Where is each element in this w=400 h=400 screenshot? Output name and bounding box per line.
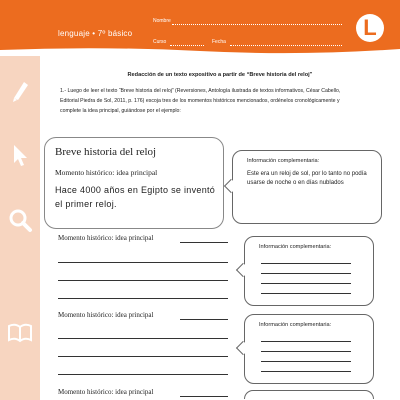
example-info-title: Información complementaria:: [247, 158, 320, 164]
block-2-info-line[interactable]: [261, 341, 351, 342]
block-3-label: Momento histórico: idea principal: [58, 388, 154, 396]
sidebar: [0, 56, 40, 400]
worksheet-title: Redacción de un texto expositivo a partir de “Breve historia del reloj”: [127, 72, 313, 78]
example-info-text: Este era un reloj de sol, por lo tanto no podía usarse de noche o en días nublados: [247, 171, 367, 186]
grade-label: 7º básico: [97, 29, 133, 38]
block-1-info-line[interactable]: [261, 263, 351, 264]
cursor-arrow-icon: [6, 141, 34, 169]
subject-name: lenguaje: [58, 29, 90, 38]
page-header: [0, 0, 400, 56]
bubble-tail: [236, 263, 250, 277]
date-field-line[interactable]: [230, 45, 342, 46]
pen-icon: [6, 76, 34, 104]
course-field-label: Curso: [153, 39, 167, 45]
example-text: Hace 4000 años en Egipto se inventó el primer reloj.: [55, 185, 216, 209]
block-1-label-line[interactable]: [180, 242, 228, 243]
block-2-answer-line[interactable]: [58, 356, 228, 357]
block-1-info-line[interactable]: [261, 273, 351, 274]
block-1-label: Momento histórico: idea principal: [58, 234, 154, 242]
block-2-info-bubble: [244, 314, 374, 384]
subject-separator: •: [92, 29, 96, 38]
block-2-label: Momento histórico: idea principal: [58, 311, 154, 319]
magnifier-icon: [6, 206, 34, 234]
block-1-info-line[interactable]: [261, 283, 351, 284]
block-1-answer-line[interactable]: [58, 280, 228, 281]
block-3-info-bubble: [244, 390, 374, 399]
date-field-label: Fecha: [212, 39, 226, 45]
subject-label: [58, 29, 132, 38]
example-card: [44, 137, 224, 229]
block-2-answer-line[interactable]: [58, 338, 228, 339]
open-book-icon: [6, 318, 34, 346]
example-info-bubble: [232, 150, 382, 224]
block-2-answer-line[interactable]: [58, 374, 228, 375]
course-field-line[interactable]: [170, 45, 204, 46]
block-1-info-line[interactable]: [261, 293, 351, 294]
block-2-info-line[interactable]: [261, 361, 351, 362]
subject-badge: [356, 14, 384, 42]
block-1-info-title: Información complementaria:: [259, 244, 332, 250]
worksheet-instructions: 1.- Luego de leer el texto “Breve historia del reloj” (Reversiones, Antología ilustrada de textos informativos, César Cabello, Editorial Piedra de Sol, 2011, p. 176) escoja tres de los momentos históricos mencionados, ordénelos cronológicamente y complete la idea principal, guiándose por el ejemplo:: [60, 88, 341, 114]
bubble-tail: [236, 341, 250, 355]
name-field-line[interactable]: [172, 24, 342, 25]
block-2-label-line[interactable]: [180, 319, 228, 320]
block-1-answer-line[interactable]: [58, 298, 228, 299]
name-field-label: Nombre: [153, 18, 171, 24]
example-title: Breve historia del reloj: [55, 146, 157, 158]
block-1-answer-line[interactable]: [58, 262, 228, 263]
bubble-tail: [224, 179, 238, 193]
block-2-info-line[interactable]: [261, 351, 351, 352]
block-1-info-bubble: [244, 236, 374, 306]
example-label: Momento histórico: idea principal: [55, 168, 158, 177]
badge-letter: L: [363, 15, 377, 40]
block-2-info-title: Información complementaria:: [259, 322, 332, 328]
header-wave: [0, 46, 400, 56]
block-2-info-line[interactable]: [261, 371, 351, 372]
block-3-label-line[interactable]: [180, 396, 228, 397]
